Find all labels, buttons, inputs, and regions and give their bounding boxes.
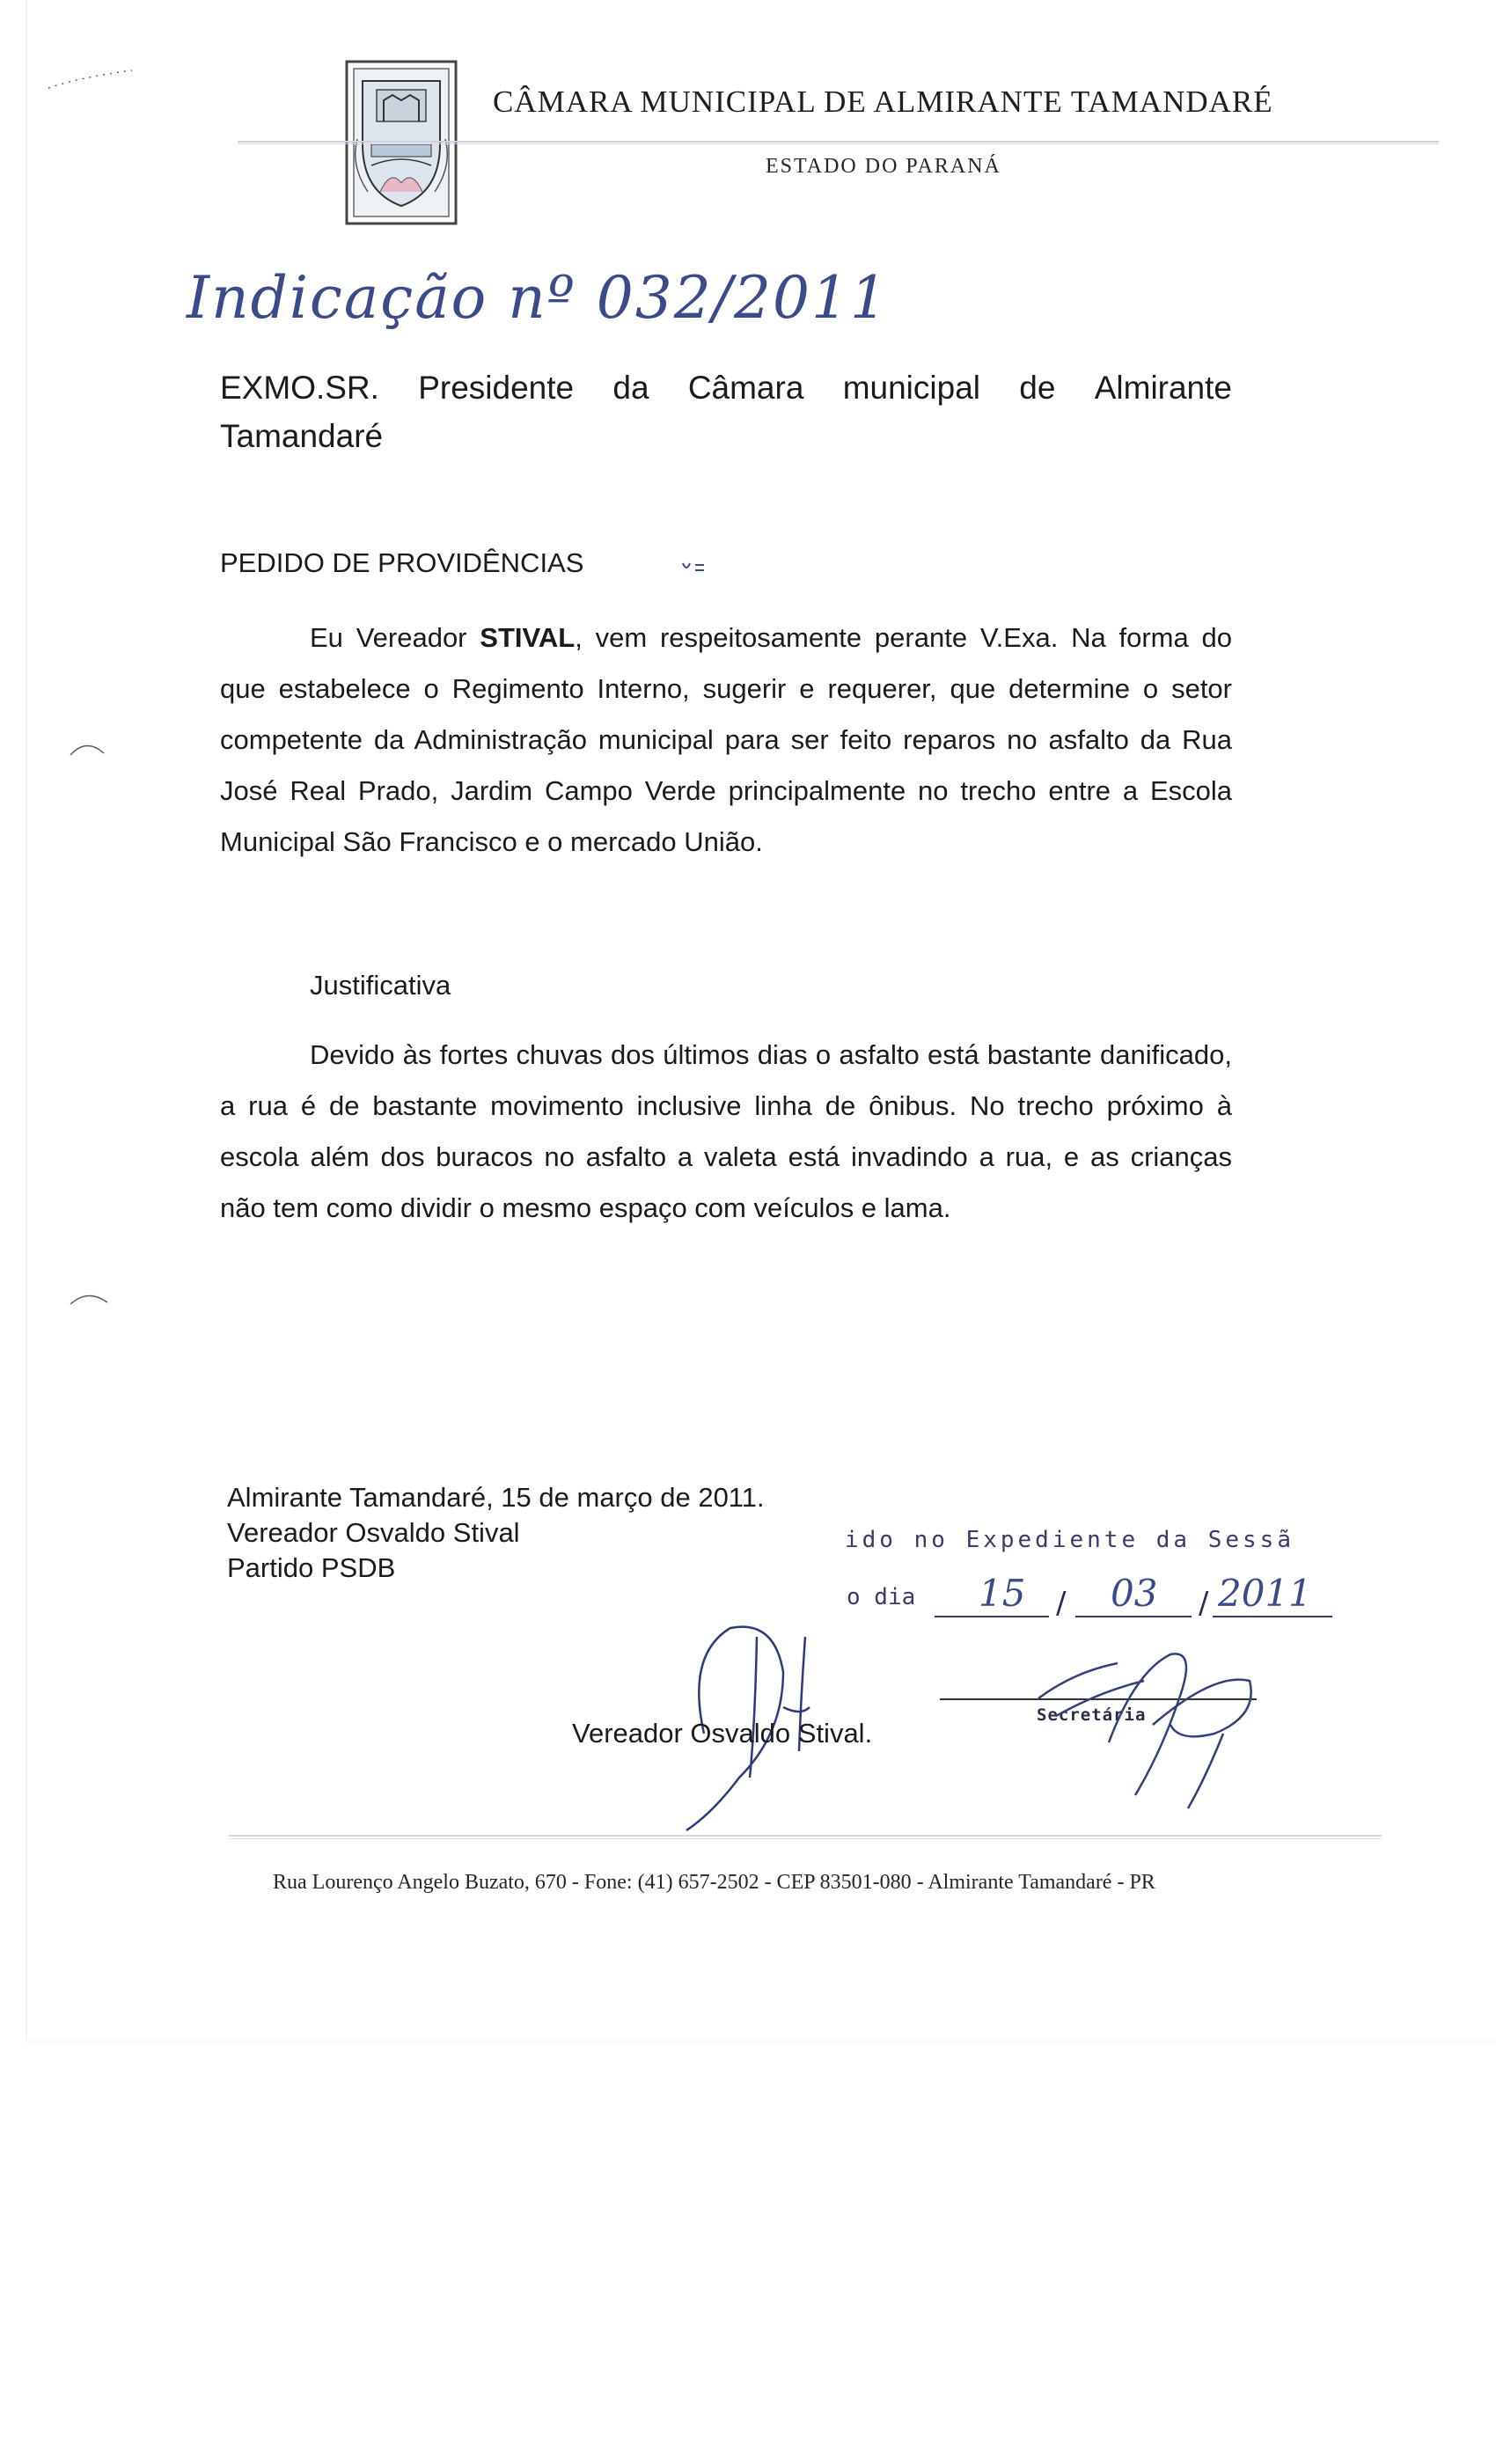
- reception-stamp-day-label: o dia: [847, 1584, 916, 1610]
- letterhead-title: CÂMARA MUNICIPAL DE ALMIRANTE TAMANDARÉ: [493, 84, 1273, 119]
- salutation-word: de: [1019, 370, 1056, 406]
- salutation-word: Presidente: [418, 370, 575, 406]
- closing-party: Partido PSDB: [227, 1552, 396, 1583]
- request-councillor-name: STIVAL: [480, 622, 576, 653]
- reception-stamp-text: ido no Expediente da Sessã: [845, 1527, 1294, 1553]
- footer-divider-accent: [229, 1838, 1382, 1839]
- salutation-word: Almirante: [1094, 370, 1232, 406]
- margin-mark-lower: [70, 1295, 107, 1304]
- handwritten-indicacao-number: Indicação nº 032/2011: [187, 264, 889, 332]
- secretaria-label: Secretária: [1037, 1705, 1147, 1725]
- salutation-line-2: Tamandaré: [220, 418, 384, 454]
- stamp-day-value: 15: [979, 1572, 1026, 1615]
- municipal-crest-icon: [345, 60, 458, 225]
- letterhead-divider: [238, 141, 1439, 143]
- letterhead-divider-accent: [238, 143, 1439, 144]
- signature-caption: Vereador Osvaldo Stival.: [572, 1718, 873, 1749]
- secretary-signature-icon: [1021, 1619, 1285, 1822]
- justificativa-heading: Justificativa: [310, 970, 451, 1001]
- stamp-year-underline: [1213, 1616, 1332, 1617]
- pedido-heading: PEDIDO DE PROVIDÊNCIAS: [220, 547, 584, 578]
- stamp-date-separator: /: [1056, 1586, 1067, 1621]
- request-text: , vem respeitosamente perante V.Exa. Na forma do que estabelece o Regimento Interno, sugerir e requerer, que determine o setor competente da Administração municipal para ser feito reparos no asfalto da Rua José Real Prado, Jardim Campo Verde principalmente no trecho entre a Escola Municipal São Francisco e o mercado União.: [220, 622, 1232, 857]
- closing-date: Almirante Tamandaré, 15 de março de 2011.: [227, 1482, 765, 1513]
- stamp-month-value: 03: [1111, 1572, 1158, 1615]
- request-intro: Eu Vereador: [310, 622, 480, 653]
- salutation-line: [220, 370, 1232, 407]
- salutation-word: Câmara: [687, 370, 804, 406]
- pen-tick-mark: [679, 556, 715, 577]
- margin-mark-upper: [70, 745, 104, 755]
- stamp-year-value: 2011: [1218, 1572, 1312, 1615]
- stamp-day-underline: [935, 1616, 1049, 1617]
- stamp-date-separator: /: [1199, 1586, 1209, 1621]
- salutation-word: EXMO.SR.: [220, 370, 379, 406]
- salutation-word: municipal: [842, 370, 980, 406]
- closing-name: Vereador Osvaldo Stival: [227, 1517, 520, 1548]
- request-paragraph: [220, 612, 1232, 868]
- footer-divider: [229, 1835, 1382, 1837]
- scan-speck-top-left: [48, 70, 132, 88]
- footer-address: Rua Lourenço Angelo Buzato, 670 - Fone: (41) 657-2502 - CEP 83501-080 - Almirante Tamandaré - PR: [273, 1871, 1155, 1894]
- salutation-word: da: [612, 370, 649, 406]
- letterhead-subtitle: ESTADO DO PARANÁ: [766, 155, 1001, 178]
- stamp-month-underline: [1075, 1616, 1192, 1617]
- justificativa-paragraph: Devido às fortes chuvas dos últimos dias o asfalto está bastante danificado, a rua é de bastante movimento inclusive linha de ônibus. No trecho próximo à escola além dos buracos no asfalto a valeta está invadindo a rua, e as crianças não tem como dividir o mesmo espaço com veículos e lama.: [220, 1039, 1232, 1223]
